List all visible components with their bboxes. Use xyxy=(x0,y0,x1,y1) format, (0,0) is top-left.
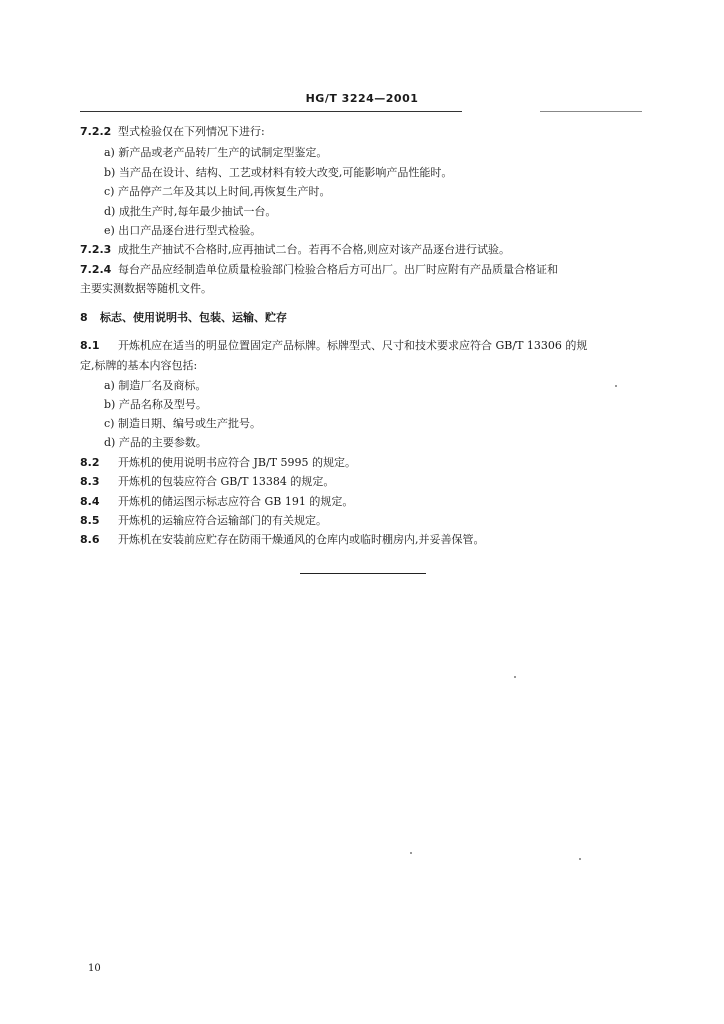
header-rule-right xyxy=(540,111,642,112)
list-item: a) 制造厂名及商标。 xyxy=(104,379,207,392)
scan-speck xyxy=(514,676,516,678)
clause-text: 每台产品应经制造单位质量检验部门检验合格后方可出厂。出厂时应附有产品质量合格证和 xyxy=(118,263,558,276)
clause-text: 开炼机的使用说明书应符合 JB/T 5995 的规定。 xyxy=(118,456,357,469)
clause-number: 8.6 xyxy=(80,533,100,546)
clause-text: 开炼机的运输应符合运输部门的有关规定。 xyxy=(118,514,327,527)
list-item: e) 出口产品逐台进行型式检验。 xyxy=(104,224,262,237)
standard-number-header: HG/T 3224—2001 xyxy=(305,92,419,105)
section-title: 标志、使用说明书、包装、运输、贮存 xyxy=(100,311,287,324)
clause-7-2-3 xyxy=(80,243,645,257)
clause-8-5 xyxy=(80,514,645,528)
clause-8-4 xyxy=(80,495,645,509)
clause-number: 7.2.4 xyxy=(80,263,112,276)
clause-text: 开炼机应在适当的明显位置固定产品标牌。标牌型式、尺寸和技术要求应符合 GB/T 13306 的规 xyxy=(118,339,588,352)
scan-speck xyxy=(410,852,412,854)
clause-8-2 xyxy=(80,456,645,470)
header-rule xyxy=(80,111,462,112)
clause-text: 开炼机的包装应符合 GB/T 13384 的规定。 xyxy=(118,475,335,488)
section-8-heading xyxy=(80,311,645,325)
clause-text: 开炼机的储运图示标志应符合 GB 191 的规定。 xyxy=(118,495,354,508)
scan-speck xyxy=(579,858,581,860)
clause-number: 7.2.3 xyxy=(80,243,112,256)
list-item: d) 成批生产时,每年最少抽试一台。 xyxy=(104,205,277,218)
list-item: b) 产品名称及型号。 xyxy=(104,398,207,411)
list-item: d) 产品的主要参数。 xyxy=(104,436,207,449)
clause-number: 7.2.2 xyxy=(80,125,112,138)
clause-8-6 xyxy=(80,533,645,547)
scan-speck xyxy=(615,385,617,387)
list-item: c) 产品停产二年及其以上时间,再恢复生产时。 xyxy=(104,185,331,198)
clause-number: 8.4 xyxy=(80,495,100,508)
list-item: a) 新产品或老产品转厂生产的试制定型鉴定。 xyxy=(104,146,328,159)
list-item: b) 当产品在设计、结构、工艺或材料有较大改变,可能影响产品性能时。 xyxy=(104,166,453,179)
clause-number: 8.5 xyxy=(80,514,100,527)
clause-number: 8.1 xyxy=(80,339,100,352)
clause-text: 型式检验仅在下列情况下进行: xyxy=(118,125,265,138)
page-number: 10 xyxy=(88,963,101,974)
clause-number: 8.3 xyxy=(80,475,100,488)
clause-text: 成批生产抽试不合格时,应再抽试二台。若再不合格,则应对该产品逐台进行试验。 xyxy=(118,243,510,256)
section-number: 8 xyxy=(80,311,88,324)
clause-continuation: 主要实测数据等随机文件。 xyxy=(80,282,212,295)
clause-8-3 xyxy=(80,475,645,489)
list-item: c) 制造日期、编号或生产批号。 xyxy=(104,417,261,430)
clause-7-2-2 xyxy=(80,125,645,139)
clause-8-1 xyxy=(80,339,645,353)
end-rule xyxy=(300,573,426,574)
clause-number: 8.2 xyxy=(80,456,100,469)
clause-7-2-4 xyxy=(80,263,645,277)
clause-continuation: 定,标牌的基本内容包括: xyxy=(80,359,198,372)
clause-text: 开炼机在安装前应贮存在防雨干燥通风的仓库内或临时棚房内,并妥善保管。 xyxy=(118,533,485,546)
